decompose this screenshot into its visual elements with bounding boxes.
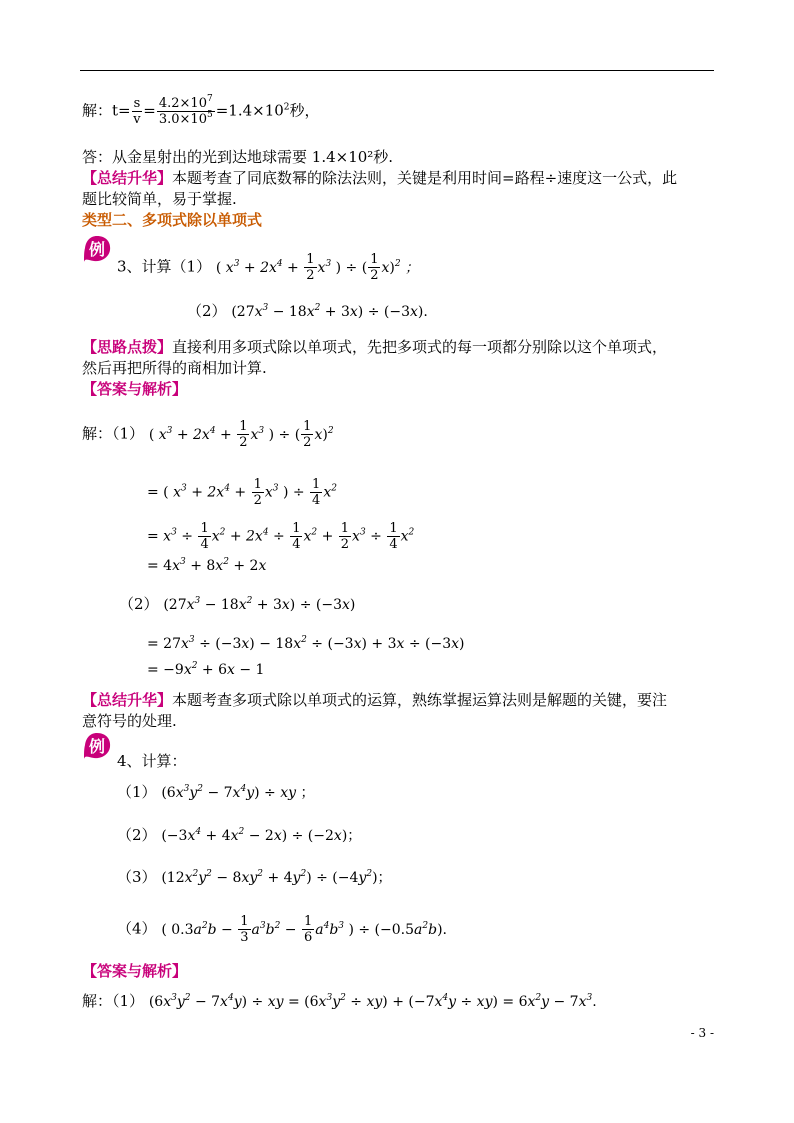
hint-block: 【思路点拨】直接利用多项式除以单项式，先把多项式的每一项都分别除以这个单项式， [82,338,668,356]
solution-3-1-line1: 解：（1） ( $x^3 + 2x^4$ + $\frac{1}{2}$ $x^3$ ) ÷ ( $\frac{1}{2}$ x)$^2$ [82,419,334,450]
example-3-part-2: （2） $(27x^3 - 18x^2 + 3x) \div (-3x)$. [187,302,428,320]
hint-cont: 然后再把所得的商相加计算. [82,359,267,377]
example-4-part-4: （4） ( $0.3a^2b$ − $\frac{1}{3}$ $a^3b^2$ − $\frac{1}{6}$ $a^4b^3$ ) ÷ $(-0.5a^2b)$. [117,914,448,945]
result-value: =1.4×10 [215,101,284,120]
solution-time-line: 解：t= $\frac{s}{v}$ = $\frac{4.2\times 10^7}{3.0\times 10^5}$ $=1.4\times 10^2$秒， [82,94,320,127]
page-number: - 3 - [690,1026,714,1040]
example-badge-icon [82,234,112,264]
summary-tag-2: 【总结升华】 [82,691,173,709]
answer-line: 答：从金星射出的光到达地球需要 1.4×10²秒. [82,148,394,166]
answer-heading-1: 【答案与解析】 [82,380,188,398]
example-4-part-3: （3） $(12x^2y^2 - 8xy^2 + 4y^2) \div (-4y^2)$； [117,868,392,886]
solution-4-1: 解：（1） $(6x^3y^2 - 7x^4y)$ ÷ xy = $(6x^3y^2 \div xy) + (-7x^4y \div xy) = 6x^2y - 7x^3$. [82,992,597,1010]
fraction-s-over-v: $\frac{s}{v}$ [133,96,141,127]
summary-1-cont: 题比较简单，易于掌握. [82,190,237,208]
section-heading-type2: 类型二、多项式除以单项式 [82,211,263,229]
solution-3-1-line3: = $x^3$ ÷ $\frac{1}{4}$ $x^2 + 2x^4$ ÷ $\frac{1}{4}$ $x^2$ + $\frac{1}{2}$ $x^3$ ÷ $\frac{1}{4}$ $x^2$ [147,521,415,552]
hint-tag: 【思路点拨】 [82,338,173,356]
expr-ex3-1: ( $x^3 + 2x^4$ + $\frac{1}{2}$ $x^3$ ) ÷ ( $\frac{1}{2}$ x)$^2$ ； [215,252,420,283]
solution-3-2-line1: （2） $(27x^3 - 18x^2 + 3x) \div (-3x)$ [119,595,356,613]
fraction-distance-over-speed: $\frac{4.2\times 10^7}{3.0\times 10^5}$ [158,94,213,127]
solution-3-1-line2: = ( $x^3 + 2x^4$ + $\frac{1}{2}$ $x^3$ ) ÷ $\frac{1}{4}$ $x^2$ [147,477,337,508]
solution-3-2-line2: = $27x^3 \div (-3x) - 18x^2 \div (-3x) + 3x \div (-3x)$ [147,635,465,652]
solution-prefix: 解：t= [82,101,131,120]
header-rule [80,70,714,71]
svg-text:例: 例 [88,240,106,259]
example-4-part-2: （2） $(-3x^4 + 4x^2 - 2x) \div (-2x)$； [117,826,362,844]
example-4-label: 4、计算： [117,752,187,770]
summary-tag: 【总结升华】 [82,169,173,187]
example-badge-icon [82,731,112,761]
solution-3-2-line3: = $-9x^2 + 6x - 1$ [147,661,265,678]
summary-2: 【总结升华】本题考查多项式除以单项式的运算，熟练掌握运算法则是解题的关键，要注 [82,691,668,709]
example-3-label: 3、计算（1） [117,257,212,276]
summary-2-cont: 意符号的处理. [82,712,177,730]
summary-1: 【总结升华】本题考查了同底数幂的除法法则，关键是利用时间=路程÷速度这一公式，此 [82,169,678,187]
svg-text:例: 例 [88,737,106,756]
answer-heading-2: 【答案与解析】 [82,962,188,980]
example-3-part-1 [117,252,419,283]
solution-3-1-line4: = $4x^3 + 8x^2 + 2x$ [147,557,267,574]
example-4-part-1: （1） $(6x^3y^2 - 7x^4y)$ ÷ xy ； [117,783,315,801]
